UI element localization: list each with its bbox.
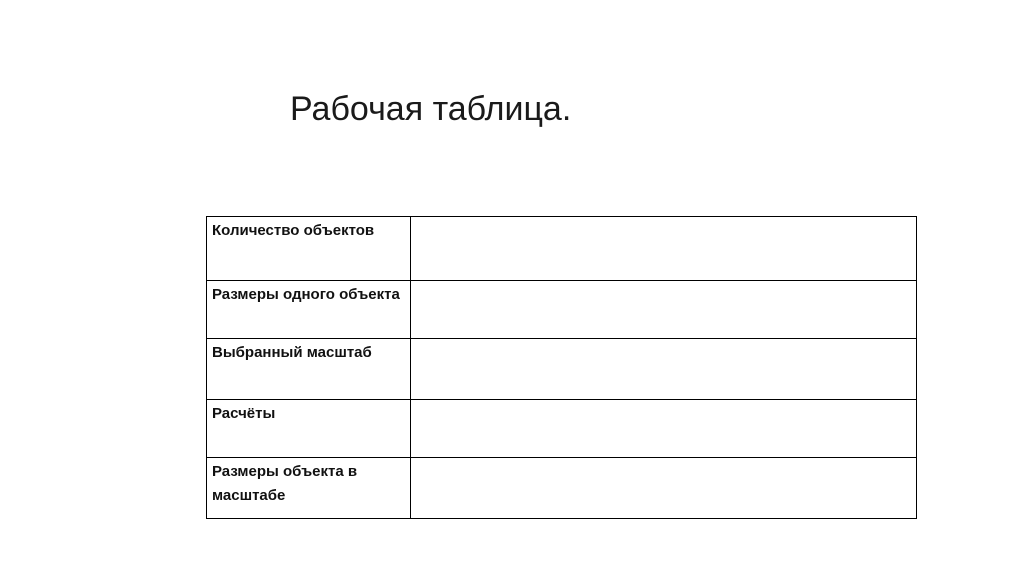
- row-value-scaled-size[interactable]: [410, 458, 916, 519]
- worksheet-table: [206, 216, 917, 519]
- row-value-calculations[interactable]: [410, 400, 916, 458]
- row-label-object-size: Размеры одного объекта: [207, 281, 411, 339]
- row-label-chosen-scale: Выбранный масштаб: [207, 339, 411, 400]
- row-label-calculations: Расчёты: [207, 400, 411, 458]
- row-label-scaled-size: Размеры объекта в масштабе: [207, 458, 411, 519]
- table-row: [207, 339, 917, 400]
- slide-title: Рабочая таблица.: [290, 90, 572, 128]
- row-value-object-size[interactable]: [410, 281, 916, 339]
- table-row: [207, 400, 917, 458]
- table-row: [207, 281, 917, 339]
- row-value-object-count[interactable]: [410, 217, 916, 281]
- table-row: [207, 217, 917, 281]
- row-label-object-count: Количество объектов: [207, 217, 411, 281]
- row-value-chosen-scale[interactable]: [410, 339, 916, 400]
- table-row: [207, 458, 917, 519]
